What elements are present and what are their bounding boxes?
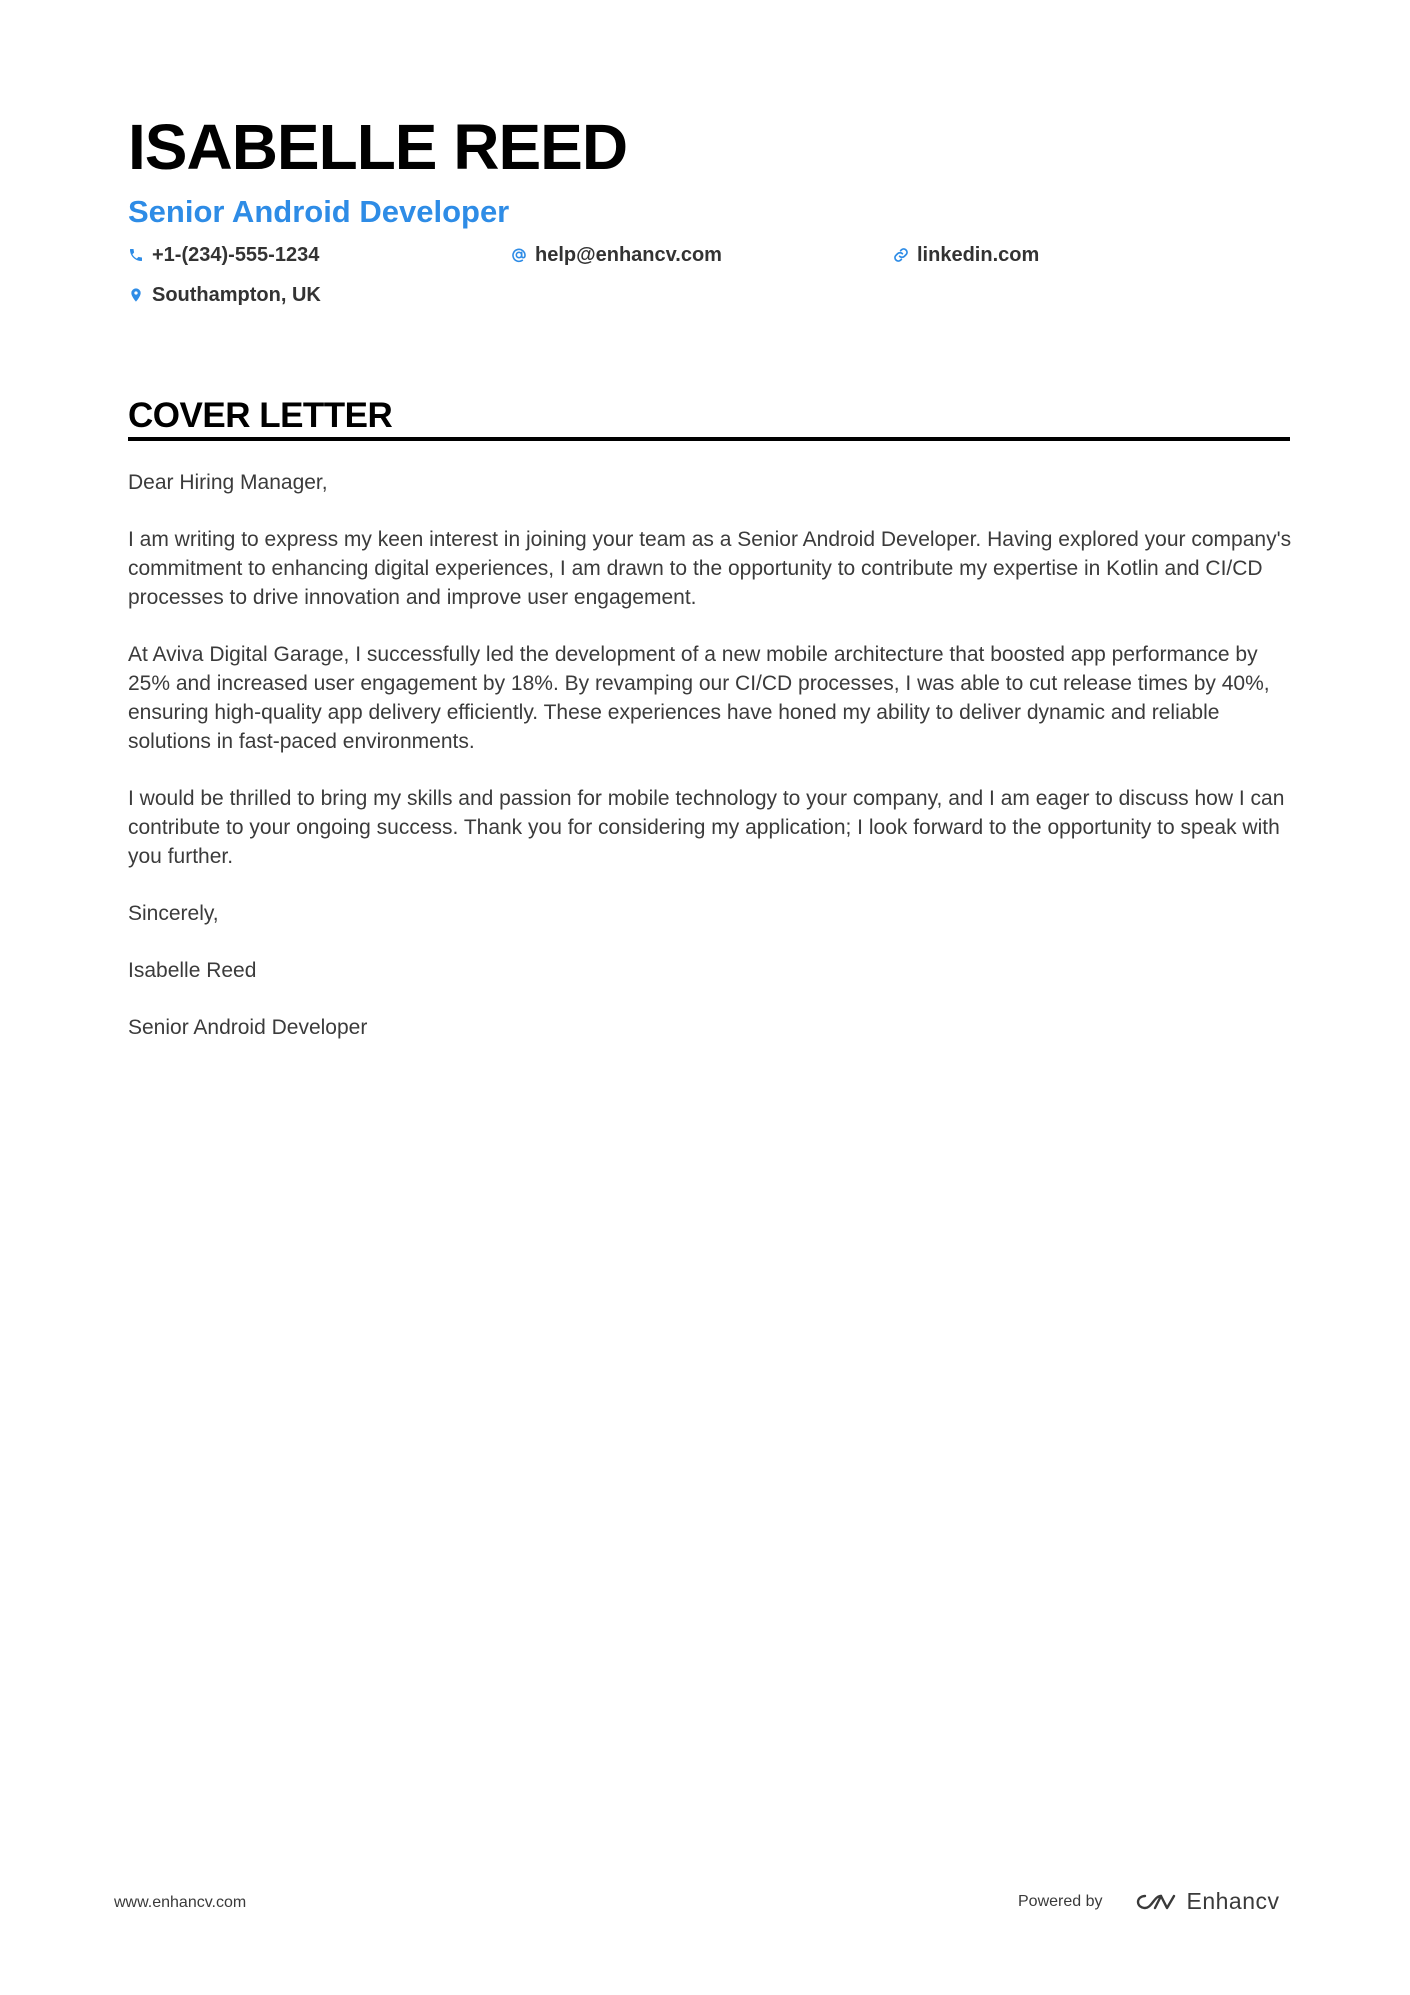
footer-website[interactable]: www.enhancv.com xyxy=(114,1894,247,1911)
letter-closing: Sincerely, xyxy=(128,902,219,925)
location-text: Southampton, UK xyxy=(152,284,321,306)
letter-paragraph: At Aviva Digital Garage, I successfully led the development of a new mobile architecture that boosted app performance by 25% and increased user engagement by 18%. By revamping our CI/CD processes, I was able to cut release times by 40%, ensuring high-quality app delivery efficiently. These experiences have honed my ability to deliver dynamic and reliable solutions in fast-paced environments. xyxy=(128,643,1270,753)
letter-greeting: Dear Hiring Manager, xyxy=(128,471,328,494)
contact-location xyxy=(128,282,321,308)
brand-name: Enhancv xyxy=(1186,1888,1280,1914)
powered-by-label: Powered by xyxy=(1018,1892,1103,1910)
applicant-title: Senior Android Developer xyxy=(128,194,510,229)
signature-name: Isabelle Reed xyxy=(128,959,257,982)
email-text[interactable]: help@enhancv.com xyxy=(535,244,722,266)
linkedin-text[interactable]: linkedin.com xyxy=(917,244,1040,266)
signature-title: Senior Android Developer xyxy=(128,1016,368,1039)
letter-paragraph: I am writing to express my keen interest in joining your team as a Senior Android Developer. Having explored your company's commitment to enhancing digital experiences, I am drawn to the opportunity to contribute my expertise in Kotlin and CI/CD processes to drive innovation and improve user engagement. xyxy=(128,528,1292,609)
footer-branding xyxy=(1018,1888,1280,1915)
phone-icon xyxy=(128,247,144,263)
phone-text: +1-(234)-555-1234 xyxy=(152,244,320,266)
brand-logo[interactable] xyxy=(1131,1888,1280,1915)
location-pin-icon xyxy=(128,287,144,303)
letter-paragraph: I would be thrilled to bring my skills and passion for mobile technology to your company, and I am eager to discuss how I can contribute to your ongoing success. Thank you for considering my application; I look forward to the opportunity to speak with you further. xyxy=(128,787,1285,868)
at-icon xyxy=(511,247,527,263)
contact-linkedin[interactable] xyxy=(893,242,1039,268)
link-icon xyxy=(893,247,909,263)
letter-body xyxy=(128,468,1293,1070)
section-title: COVER LETTER xyxy=(128,396,393,435)
enhancv-logo-icon xyxy=(1131,1890,1177,1914)
contact-phone xyxy=(128,242,319,268)
section-divider xyxy=(128,437,1290,441)
contact-email[interactable] xyxy=(511,242,722,268)
applicant-name: ISABELLE REED xyxy=(128,111,628,183)
